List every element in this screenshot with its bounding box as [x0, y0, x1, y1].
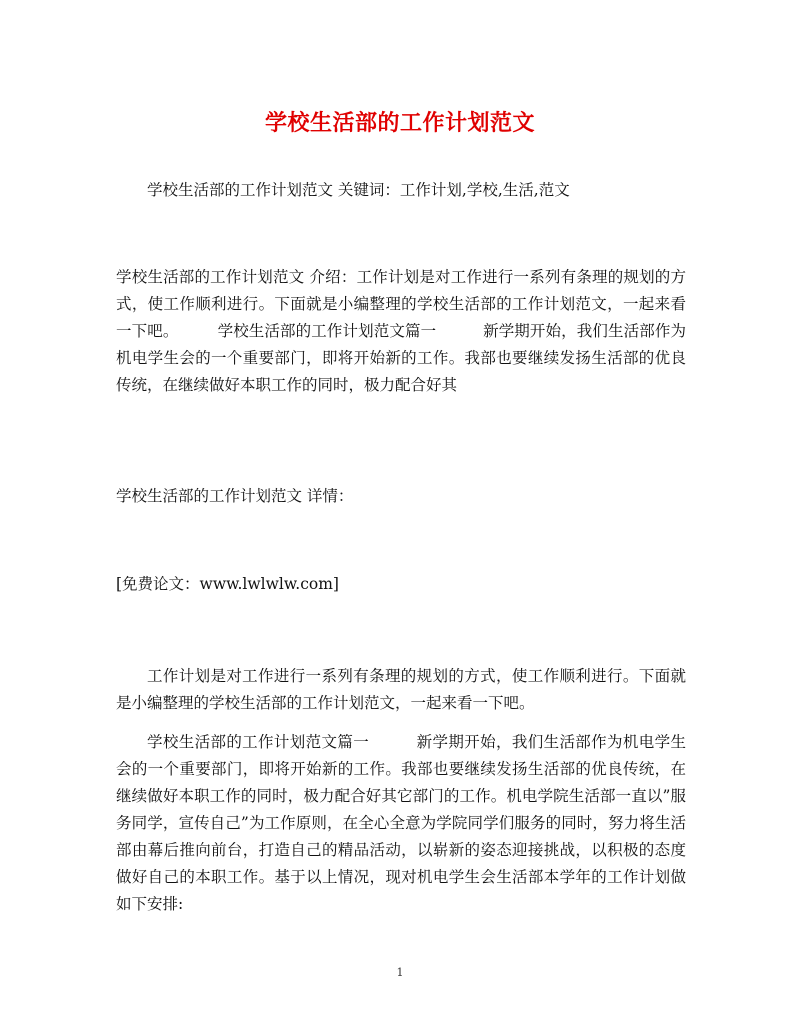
page-number: 1	[396, 966, 404, 979]
intro-paragraph: 学校生活部的工作计划范文 介绍：工作计划是对工作进行一系列有条理的规划的方式，使工作顺利进行。下面就是小编整理的学校生活部的工作计划范文，一起来看一下吧。 学校生活部的工作计划范文篇一 新学期开始，我们生活部作为机电学生会的一个重要部门，即将开始新的工作。我部也要继续发扬生活部的优良传统，在继续做好本职工作的同时，极力配合好其	[116, 268, 686, 394]
details-label: 学校生活部的工作计划范文 详情：	[116, 487, 354, 505]
source-line: [免费论文：www.lwlwlw.com]	[116, 575, 339, 593]
body-paragraph-1: 工作计划是对工作进行一系列有条理的规划的方式，使工作顺利进行。下面就是小编整理的学校生活部的工作计划范文，一起来看一下吧。	[116, 667, 686, 712]
keywords-line: 学校生活部的工作计划范文 关键词：工作计划,学校,生活,范文	[147, 181, 570, 199]
body-paragraph-2: 学校生活部的工作计划范文篇一 新学期开始，我们生活部作为机电学生会的一个重要部门，即将开始新的工作。我部也要继续发扬生活部的优良传统，在继续做好本职工作的同时，极力配合好其它部门的工作。机电学院生活部一直以”服务同学，宣传自己”为工作原则，在全心全意为学院同学们服务的同时，努力将生活部由幕后推向前台，打造自己的精品活动，以崭新的姿态迎接挑战，以积极的态度做好自己的本职工作。基于以上情况，现对机电学生会生活部本学年的工作计划做如下安排:	[116, 733, 686, 913]
document-title: 学校生活部的工作计划范文	[264, 110, 535, 136]
